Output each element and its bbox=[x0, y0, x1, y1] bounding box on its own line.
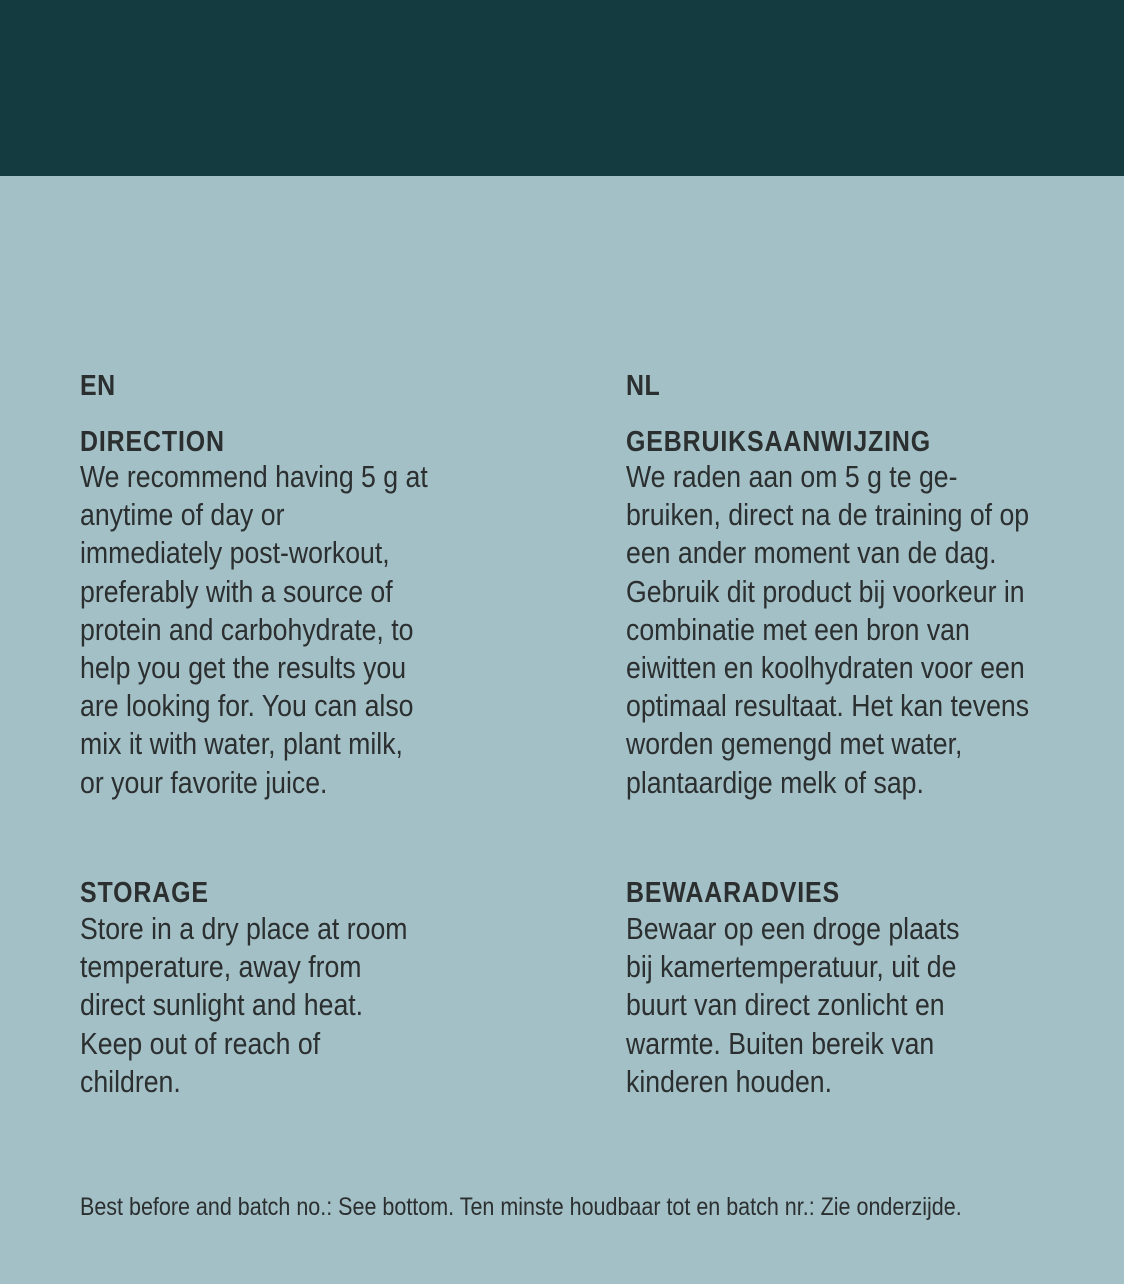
text-line: temperature, away from bbox=[80, 949, 362, 985]
text-line: children. bbox=[80, 1063, 181, 1099]
text-line: preferably with a source of bbox=[80, 573, 393, 609]
text-line: warmte. Buiten bereik van bbox=[626, 1025, 935, 1061]
text-line: or your favorite juice. bbox=[80, 764, 328, 800]
direction-heading-en: DIRECTION bbox=[80, 426, 225, 458]
text-line: eiwitten en koolhydraten voor een bbox=[626, 650, 1025, 686]
dutch-column bbox=[626, 368, 1096, 1099]
direction-text-nl bbox=[626, 458, 1029, 802]
text-line: immediately post-workout, bbox=[80, 535, 390, 571]
text-line: een ander moment van de dag. bbox=[626, 535, 997, 571]
text-line: combinatie met een bron van bbox=[626, 611, 970, 647]
text-line: bij kamertemperatuur, uit de bbox=[626, 949, 957, 985]
text-line: buurt van direct zonlicht en bbox=[626, 987, 945, 1023]
text-line: mix it with water, plant milk, bbox=[80, 726, 403, 762]
storage-text-nl bbox=[626, 910, 959, 1101]
text-line: bruiken, direct na de training of op bbox=[626, 497, 1030, 533]
storage-heading-nl: BEWAARADVIES bbox=[626, 877, 841, 909]
text-line: Bewaar op een droge plaats bbox=[626, 911, 960, 946]
language-label-nl: NL bbox=[626, 370, 661, 402]
text-line: help you get the results you bbox=[80, 650, 407, 686]
text-line: optimaal resultaat. Het kan tevens bbox=[626, 688, 1030, 724]
storage-heading-en: STORAGE bbox=[80, 877, 209, 909]
text-line: We raden aan om 5 g te ge- bbox=[626, 459, 958, 494]
text-line: are looking for. You can also bbox=[80, 688, 414, 724]
direction-text-en bbox=[80, 458, 428, 802]
text-line: Keep out of reach of bbox=[80, 1025, 321, 1061]
header-band bbox=[0, 0, 1124, 176]
english-column bbox=[80, 368, 550, 1099]
text-line: We recommend having 5 g at bbox=[80, 459, 428, 494]
text-line: Store in a dry place at room bbox=[80, 911, 408, 946]
text-line: protein and carbohydrate, to bbox=[80, 611, 414, 647]
storage-text-en bbox=[80, 910, 407, 1101]
language-label-en: EN bbox=[80, 370, 116, 402]
text-line: direct sunlight and heat. bbox=[80, 987, 364, 1023]
text-line: plantaardige melk of sap. bbox=[626, 764, 924, 800]
text-line: worden gemengd met water, bbox=[626, 726, 963, 762]
text-line: anytime of day or bbox=[80, 497, 285, 533]
text-line: Gebruik dit product bij voorkeur in bbox=[626, 573, 1025, 609]
direction-heading-nl: GEBRUIKSAANWIJZING bbox=[626, 426, 932, 458]
text-line: kinderen houden. bbox=[626, 1063, 833, 1099]
best-before-note: Best before and batch no.: See bottom. Ten minste houdbaar tot en batch nr.: Zie onderzijde. bbox=[80, 1193, 962, 1221]
